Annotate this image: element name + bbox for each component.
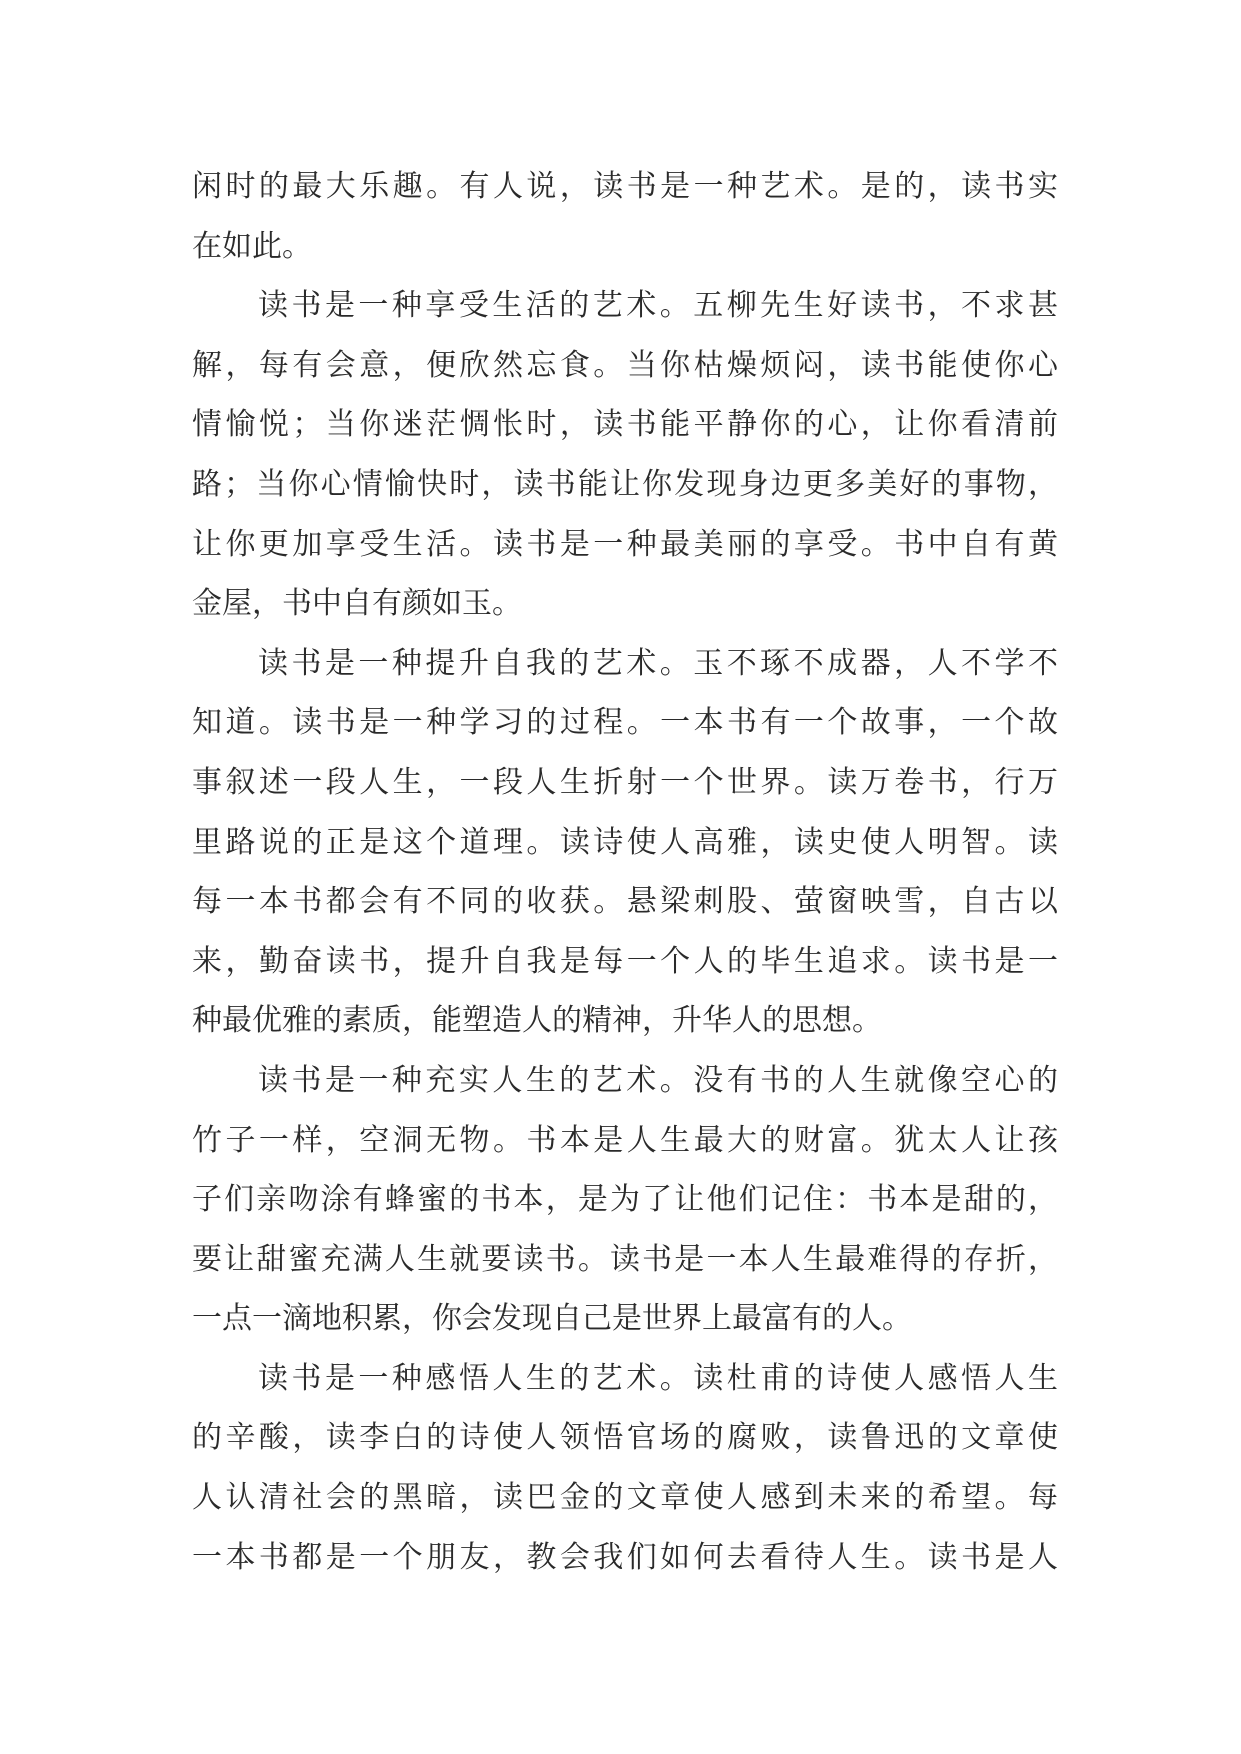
text-line: 事叙述一段人生，一段人生折射一个世界。读万卷书，行万	[192, 764, 1058, 800]
text-line: 金屋，书中自有颜如玉。	[192, 586, 522, 622]
text-line: 一点一滴地积累，你会发现自己是世界上最富有的人。	[192, 1301, 912, 1337]
document-body	[192, 157, 1058, 1587]
text-line: 里路说的正是这个道理。读诗使人高雅，读史使人明智。读	[192, 824, 1058, 860]
text-line: 来，勤奋读书，提升自我是每一个人的毕生追求。读书是一	[192, 943, 1058, 979]
text-line: 闲时的最大乐趣。有人说，读书是一种艺术。是的，读书实	[192, 169, 1058, 204]
text-line: 人认清社会的黑暗，读巴金的文章使人感到未来的希望。每	[192, 1480, 1058, 1516]
text-line: 在如此。	[192, 228, 312, 264]
paragraph-first-line: 读书是一种充实人生的艺术。没有书的人生就像空心的	[258, 1062, 1058, 1098]
text-line: 的辛酸，读李白的诗使人领悟官场的腐败，读鲁迅的文章使	[192, 1420, 1058, 1456]
paragraph-first-line: 读书是一种享受生活的艺术。五柳先生好读书，不求甚	[258, 288, 1058, 324]
paragraph-first-line: 读书是一种感悟人生的艺术。读杜甫的诗使人感悟人生	[258, 1360, 1058, 1396]
text-line: 每一本书都会有不同的收获。悬梁刺股、萤窗映雪，自古以	[192, 884, 1058, 920]
text-line: 种最优雅的素质，能塑造人的精神，升华人的思想。	[192, 1003, 882, 1039]
text-line: 情愉悦；当你迷茫惆怅时，读书能平静你的心，让你看清前	[192, 407, 1058, 443]
paragraph-first-line: 读书是一种提升自我的艺术。玉不琢不成器，人不学不	[258, 645, 1058, 681]
text-line: 让你更加享受生活。读书是一种最美丽的享受。书中自有黄	[192, 526, 1058, 562]
text-line: 竹子一样，空洞无物。书本是人生最大的财富。犹太人让孩	[192, 1122, 1058, 1158]
text-line: 要让甜蜜充满人生就要读书。读书是一本人生最难得的存折，	[192, 1241, 1058, 1277]
text-line: 知道。读书是一种学习的过程。一本书有一个故事，一个故	[192, 705, 1058, 741]
text-line: 解，每有会意，便欣然忘食。当你枯燥烦闷，读书能使你心	[192, 347, 1058, 383]
text-line: 子们亲吻涂有蜂蜜的书本，是为了让他们记住：书本是甜的，	[192, 1182, 1058, 1218]
text-line: 一本书都是一个朋友，教会我们如何去看待人生。读书是人	[192, 1539, 1058, 1575]
text-line: 路；当你心情愉快时，读书能让你发现身边更多美好的事物，	[192, 466, 1058, 502]
